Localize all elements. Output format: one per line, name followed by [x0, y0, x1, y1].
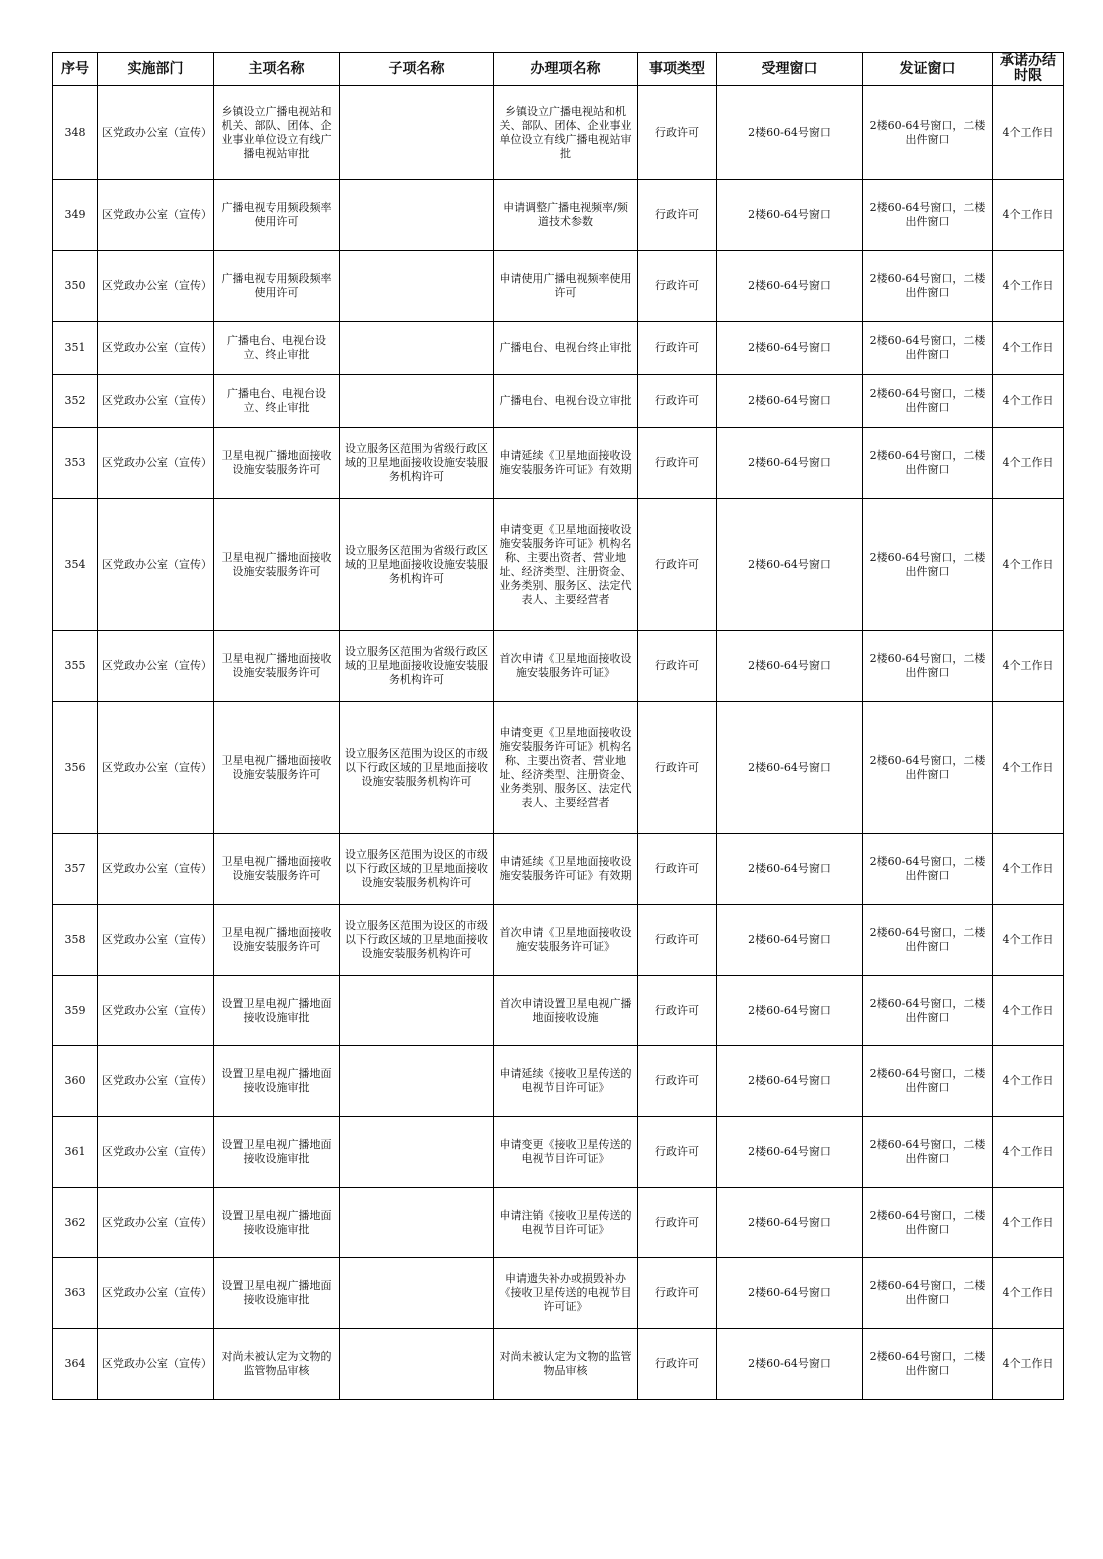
- cell-issue-window: 2楼60-64号窗口，二楼出件窗口: [863, 905, 993, 976]
- cell-department: 区党政办公室（宣传）: [98, 428, 214, 499]
- cell-time-limit: 4个工作日: [993, 1117, 1064, 1188]
- cell-handling-item: 申请使用广播电视频率使用许可: [494, 251, 638, 322]
- cell-item-type: 行政许可: [638, 1117, 717, 1188]
- cell-item-type: 行政许可: [638, 86, 717, 180]
- cell-seq: 364: [53, 1329, 98, 1400]
- cell-accept-window: 2楼60-64号窗口: [717, 631, 863, 702]
- cell-seq: 355: [53, 631, 98, 702]
- cell-department: 区党政办公室（宣传）: [98, 702, 214, 834]
- cell-sub-item: 设立服务区范围为省级行政区域的卫星地面接收设施安装服务机构许可: [340, 499, 494, 631]
- cell-handling-item: 首次申请《卫星地面接收设施安装服务许可证》: [494, 905, 638, 976]
- table-row: [53, 375, 1064, 428]
- cell-main-item: 设置卫星电视广播地面接收设施审批: [214, 1188, 340, 1258]
- cell-seq: 363: [53, 1258, 98, 1329]
- cell-department: 区党政办公室（宣传）: [98, 375, 214, 428]
- cell-accept-window: 2楼60-64号窗口: [717, 1329, 863, 1400]
- cell-department: 区党政办公室（宣传）: [98, 251, 214, 322]
- cell-handling-item: 首次申请《卫星地面接收设施安装服务许可证》: [494, 631, 638, 702]
- cell-handling-item: 申请延续《卫星地面接收设施安装服务许可证》有效期: [494, 428, 638, 499]
- cell-sub-item: 设立服务区范围为设区的市级以下行政区域的卫星地面接收设施安装服务机构许可: [340, 702, 494, 834]
- cell-issue-window: 2楼60-64号窗口，二楼出件窗口: [863, 631, 993, 702]
- cell-issue-window: 2楼60-64号窗口，二楼出件窗口: [863, 375, 993, 428]
- cell-item-type: 行政许可: [638, 428, 717, 499]
- service-items-table: [52, 52, 1064, 1400]
- cell-seq: 349: [53, 180, 98, 251]
- cell-item-type: 行政许可: [638, 1046, 717, 1117]
- cell-issue-window: 2楼60-64号窗口，二楼出件窗口: [863, 1258, 993, 1329]
- cell-handling-item: 乡镇设立广播电视站和机关、部队、团体、企业事业单位设立有线广播电视站审批: [494, 86, 638, 180]
- cell-department: 区党政办公室（宣传）: [98, 631, 214, 702]
- cell-main-item: 设置卫星电视广播地面接收设施审批: [214, 976, 340, 1046]
- cell-main-item: 卫星电视广播地面接收设施安装服务许可: [214, 631, 340, 702]
- cell-main-item: 卫星电视广播地面接收设施安装服务许可: [214, 834, 340, 905]
- cell-accept-window: 2楼60-64号窗口: [717, 702, 863, 834]
- header-item-type: 事项类型: [638, 53, 717, 86]
- cell-accept-window: 2楼60-64号窗口: [717, 1258, 863, 1329]
- cell-sub-item: [340, 1117, 494, 1188]
- cell-item-type: 行政许可: [638, 180, 717, 251]
- cell-handling-item: 对尚未被认定为文物的监管物品审核: [494, 1329, 638, 1400]
- cell-time-limit: 4个工作日: [993, 631, 1064, 702]
- cell-sub-item: 设立服务区范围为设区的市级以下行政区域的卫星地面接收设施安装服务机构许可: [340, 905, 494, 976]
- cell-handling-item: 申请变更《接收卫星传送的电视节目许可证》: [494, 1117, 638, 1188]
- cell-seq: 356: [53, 702, 98, 834]
- cell-accept-window: 2楼60-64号窗口: [717, 834, 863, 905]
- cell-time-limit: 4个工作日: [993, 905, 1064, 976]
- cell-issue-window: 2楼60-64号窗口，二楼出件窗口: [863, 1329, 993, 1400]
- table-row: [53, 251, 1064, 322]
- cell-item-type: 行政许可: [638, 1258, 717, 1329]
- cell-item-type: 行政许可: [638, 1329, 717, 1400]
- cell-item-type: 行政许可: [638, 499, 717, 631]
- cell-handling-item: 申请变更《卫星地面接收设施安装服务许可证》机构名称、主要出资者、营业地址、经济类型、注册资金、业务类别、服务区、法定代表人、主要经营者: [494, 499, 638, 631]
- header-sub-item: 子项名称: [340, 53, 494, 86]
- cell-seq: 350: [53, 251, 98, 322]
- cell-seq: 359: [53, 976, 98, 1046]
- cell-seq: 353: [53, 428, 98, 499]
- cell-main-item: 卫星电视广播地面接收设施安装服务许可: [214, 905, 340, 976]
- cell-department: 区党政办公室（宣传）: [98, 1329, 214, 1400]
- cell-seq: 362: [53, 1188, 98, 1258]
- cell-main-item: 广播电台、电视台设立、终止审批: [214, 322, 340, 375]
- cell-time-limit: 4个工作日: [993, 86, 1064, 180]
- cell-main-item: 广播电视专用频段频率使用许可: [214, 251, 340, 322]
- cell-sub-item: [340, 976, 494, 1046]
- cell-time-limit: 4个工作日: [993, 499, 1064, 631]
- header-seq: 序号: [53, 53, 98, 86]
- cell-main-item: 乡镇设立广播电视站和机关、部队、团体、企业事业单位设立有线广播电视站审批: [214, 86, 340, 180]
- cell-sub-item: [340, 1258, 494, 1329]
- cell-main-item: 设置卫星电视广播地面接收设施审批: [214, 1258, 340, 1329]
- cell-item-type: 行政许可: [638, 976, 717, 1046]
- cell-accept-window: 2楼60-64号窗口: [717, 322, 863, 375]
- cell-department: 区党政办公室（宣传）: [98, 499, 214, 631]
- cell-time-limit: 4个工作日: [993, 976, 1064, 1046]
- cell-accept-window: 2楼60-64号窗口: [717, 1188, 863, 1258]
- cell-accept-window: 2楼60-64号窗口: [717, 905, 863, 976]
- cell-handling-item: 首次申请设置卫星电视广播地面接收设施: [494, 976, 638, 1046]
- table-row: [53, 905, 1064, 976]
- cell-accept-window: 2楼60-64号窗口: [717, 428, 863, 499]
- cell-item-type: 行政许可: [638, 834, 717, 905]
- cell-department: 区党政办公室（宣传）: [98, 180, 214, 251]
- cell-main-item: 广播电台、电视台设立、终止审批: [214, 375, 340, 428]
- cell-handling-item: 广播电台、电视台终止审批: [494, 322, 638, 375]
- cell-accept-window: 2楼60-64号窗口: [717, 1046, 863, 1117]
- cell-time-limit: 4个工作日: [993, 1046, 1064, 1117]
- cell-main-item: 设置卫星电视广播地面接收设施审批: [214, 1117, 340, 1188]
- cell-handling-item: 申请注销《接收卫星传送的电视节目许可证》: [494, 1188, 638, 1258]
- cell-issue-window: 2楼60-64号窗口，二楼出件窗口: [863, 428, 993, 499]
- table-row: [53, 180, 1064, 251]
- cell-seq: 360: [53, 1046, 98, 1117]
- cell-handling-item: 广播电台、电视台设立审批: [494, 375, 638, 428]
- header-time-limit: 承诺办结时限: [993, 53, 1064, 86]
- cell-item-type: 行政许可: [638, 702, 717, 834]
- cell-seq: 354: [53, 499, 98, 631]
- cell-sub-item: [340, 322, 494, 375]
- table-row: [53, 322, 1064, 375]
- cell-issue-window: 2楼60-64号窗口，二楼出件窗口: [863, 702, 993, 834]
- table-row: [53, 86, 1064, 180]
- cell-department: 区党政办公室（宣传）: [98, 834, 214, 905]
- cell-sub-item: 设立服务区范围为省级行政区域的卫星地面接收设施安装服务机构许可: [340, 428, 494, 499]
- cell-sub-item: [340, 1046, 494, 1117]
- cell-department: 区党政办公室（宣传）: [98, 1258, 214, 1329]
- cell-main-item: 卫星电视广播地面接收设施安装服务许可: [214, 499, 340, 631]
- cell-sub-item: 设立服务区范围为设区的市级以下行政区域的卫星地面接收设施安装服务机构许可: [340, 834, 494, 905]
- cell-issue-window: 2楼60-64号窗口，二楼出件窗口: [863, 1046, 993, 1117]
- cell-main-item: 设置卫星电视广播地面接收设施审批: [214, 1046, 340, 1117]
- header-main-item: 主项名称: [214, 53, 340, 86]
- cell-accept-window: 2楼60-64号窗口: [717, 375, 863, 428]
- cell-issue-window: 2楼60-64号窗口，二楼出件窗口: [863, 251, 993, 322]
- cell-department: 区党政办公室（宣传）: [98, 905, 214, 976]
- cell-issue-window: 2楼60-64号窗口，二楼出件窗口: [863, 1188, 993, 1258]
- cell-accept-window: 2楼60-64号窗口: [717, 180, 863, 251]
- cell-department: 区党政办公室（宣传）: [98, 322, 214, 375]
- table-body: [53, 86, 1064, 1400]
- cell-handling-item: 申请变更《卫星地面接收设施安装服务许可证》机构名称、主要出资者、营业地址、经济类型、注册资金、业务类别、服务区、法定代表人、主要经营者: [494, 702, 638, 834]
- cell-seq: 357: [53, 834, 98, 905]
- cell-time-limit: 4个工作日: [993, 322, 1064, 375]
- cell-department: 区党政办公室（宣传）: [98, 1188, 214, 1258]
- header-handling-item: 办理项名称: [494, 53, 638, 86]
- cell-main-item: 卫星电视广播地面接收设施安装服务许可: [214, 702, 340, 834]
- cell-time-limit: 4个工作日: [993, 1188, 1064, 1258]
- cell-seq: 352: [53, 375, 98, 428]
- table-row: [53, 1188, 1064, 1258]
- header-accept-window: 受理窗口: [717, 53, 863, 86]
- cell-time-limit: 4个工作日: [993, 702, 1064, 834]
- table-row: [53, 1258, 1064, 1329]
- table-row: [53, 499, 1064, 631]
- table-row: [53, 1117, 1064, 1188]
- cell-issue-window: 2楼60-64号窗口，二楼出件窗口: [863, 1117, 993, 1188]
- cell-seq: 358: [53, 905, 98, 976]
- cell-seq: 348: [53, 86, 98, 180]
- table-row: [53, 702, 1064, 834]
- cell-sub-item: [340, 1188, 494, 1258]
- table-row: [53, 976, 1064, 1046]
- cell-sub-item: [340, 86, 494, 180]
- header-department: 实施部门: [98, 53, 214, 86]
- cell-department: 区党政办公室（宣传）: [98, 1117, 214, 1188]
- cell-seq: 361: [53, 1117, 98, 1188]
- cell-sub-item: [340, 1329, 494, 1400]
- cell-accept-window: 2楼60-64号窗口: [717, 499, 863, 631]
- table-row: [53, 428, 1064, 499]
- cell-accept-window: 2楼60-64号窗口: [717, 251, 863, 322]
- cell-accept-window: 2楼60-64号窗口: [717, 976, 863, 1046]
- cell-item-type: 行政许可: [638, 375, 717, 428]
- cell-sub-item: [340, 375, 494, 428]
- cell-issue-window: 2楼60-64号窗口，二楼出件窗口: [863, 86, 993, 180]
- cell-item-type: 行政许可: [638, 322, 717, 375]
- cell-department: 区党政办公室（宣传）: [98, 86, 214, 180]
- cell-sub-item: [340, 180, 494, 251]
- cell-item-type: 行政许可: [638, 251, 717, 322]
- table-header-row: [53, 53, 1064, 86]
- cell-accept-window: 2楼60-64号窗口: [717, 1117, 863, 1188]
- table-row: [53, 631, 1064, 702]
- cell-seq: 351: [53, 322, 98, 375]
- cell-main-item: 对尚未被认定为文物的监管物品审核: [214, 1329, 340, 1400]
- table-row: [53, 834, 1064, 905]
- cell-handling-item: 申请遗失补办或损毁补办《接收卫星传送的电视节目许可证》: [494, 1258, 638, 1329]
- cell-handling-item: 申请延续《接收卫星传送的电视节目许可证》: [494, 1046, 638, 1117]
- cell-item-type: 行政许可: [638, 631, 717, 702]
- cell-time-limit: 4个工作日: [993, 428, 1064, 499]
- cell-issue-window: 2楼60-64号窗口，二楼出件窗口: [863, 180, 993, 251]
- cell-issue-window: 2楼60-64号窗口，二楼出件窗口: [863, 499, 993, 631]
- cell-issue-window: 2楼60-64号窗口，二楼出件窗口: [863, 322, 993, 375]
- cell-handling-item: 申请调整广播电视频率/频道技术参数: [494, 180, 638, 251]
- cell-sub-item: 设立服务区范围为省级行政区域的卫星地面接收设施安装服务机构许可: [340, 631, 494, 702]
- header-issue-window: 发证窗口: [863, 53, 993, 86]
- cell-handling-item: 申请延续《卫星地面接收设施安装服务许可证》有效期: [494, 834, 638, 905]
- cell-accept-window: 2楼60-64号窗口: [717, 86, 863, 180]
- table-row: [53, 1329, 1064, 1400]
- cell-item-type: 行政许可: [638, 905, 717, 976]
- cell-time-limit: 4个工作日: [993, 375, 1064, 428]
- cell-time-limit: 4个工作日: [993, 1258, 1064, 1329]
- cell-sub-item: [340, 251, 494, 322]
- cell-main-item: 广播电视专用频段频率使用许可: [214, 180, 340, 251]
- cell-issue-window: 2楼60-64号窗口，二楼出件窗口: [863, 976, 993, 1046]
- cell-time-limit: 4个工作日: [993, 1329, 1064, 1400]
- cell-time-limit: 4个工作日: [993, 180, 1064, 251]
- cell-department: 区党政办公室（宣传）: [98, 976, 214, 1046]
- table-row: [53, 1046, 1064, 1117]
- cell-department: 区党政办公室（宣传）: [98, 1046, 214, 1117]
- cell-time-limit: 4个工作日: [993, 834, 1064, 905]
- cell-item-type: 行政许可: [638, 1188, 717, 1258]
- cell-main-item: 卫星电视广播地面接收设施安装服务许可: [214, 428, 340, 499]
- cell-issue-window: 2楼60-64号窗口，二楼出件窗口: [863, 834, 993, 905]
- cell-time-limit: 4个工作日: [993, 251, 1064, 322]
